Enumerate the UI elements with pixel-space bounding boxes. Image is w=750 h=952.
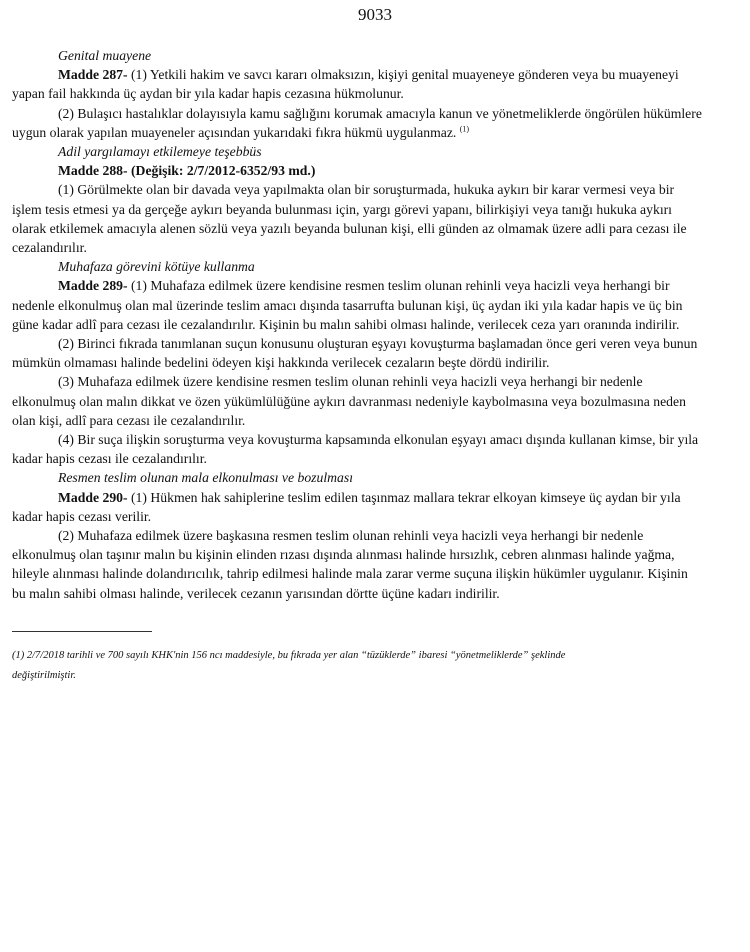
section-heading-muhafaza: Muhafaza görevini kötüye kullanma [58,259,255,275]
text-line: nedenle elkonulmuş olan mal üzerinde teslim amacı dışında tasarrufta bulunan kişi, üç aydan iki yıla kadar hapis ve üç bin [12,297,683,313]
footnote [12,646,747,686]
text-line: hileyle alınması halinde dolandırıcılık, tahrip edilmesi halinde mala zarar verme suçuna ilişkin hükümler uygulanır. Kişinin [12,566,688,582]
text-line: (1) Muhafaza edilmek üzere kendisine resmen teslim olunan rehinli veya hacizli veya herhangi bir [127,278,670,294]
text-line: işlem tesis etmesi ya da gerçeğe aykırı beyanda bulunması için, yargı görevi yapanı, bilirkişiyi veya tanığı hukuka aykırı [12,201,672,217]
madde-290-para-1 [12,488,750,507]
text-line: uygun olarak yapılan muayeneler açısından yukarıdaki fıkra hükmü uygulanmaz. [12,124,457,140]
footnote-reference: (1) [459,124,470,134]
madde-290-label: Madde 290- [58,489,128,505]
text-line: cezalandırılır. [12,240,87,256]
section-heading-adil: Adil yargılamayı etkilemeye teşebbüs [58,144,262,160]
text-line: elkonulmuş olan malın dikkat ve özen yükümlülüğüne aykırı davranması nedeniyle kaybolmasına veya bozulmasına neden [12,393,686,409]
text-line: (1) Görülmekte olan bir davada veya yapılmakta olan bir soruşturmada, hukuka aykırı bir karar vermesi veya bir [58,182,675,198]
section-heading-genital: Genital muayene [58,48,152,63]
text-line: güne kadar adlî para cezası ile cezalandırılır. Kişinin bu malın sahibi olması halinde, verilecek ceza yarı oranında indirilir. [12,316,680,332]
footnote-separator [12,631,152,632]
text-line: (2) Muhafaza edilmek üzere başkasına resmen teslim olunan rehinli veya hacizli veya herhangi bir nedenle [58,528,644,544]
footnote-line: değiştirilmiştir. [12,670,76,681]
madde-287-para-2-end [12,123,750,142]
madde-289-para-1 [12,276,750,295]
page-number: 9033 [358,5,392,24]
text-line: bu malın sahibi olması halinde, verilecek cezanın yarısından dörtte üçüne kadarı indirilir. [12,585,500,601]
text-line: olarak etkilemek amacıyla alenen sözlü veya yazılı beyanda bulunan kişi, elli günden az olmamak üzere adli para cezası ile [12,220,687,236]
law-text [12,46,750,603]
text-line: (1) Hükmen hak sahiplerine teslim edilen taşınmaz mallara tekrar elkoyan kimseye üç aydan bir yıla [127,489,681,505]
text-line: (3) Muhafaza edilmek üzere kendisine resmen teslim olunan rehinli veya hacizli veya herhangi bir nedenle [58,374,643,390]
text-line: (2) Birinci fıkrada tanımlanan suçun konusunu oluşturan eşyayı kovuşturma başlamadan önce geri veren veya bunun [58,336,698,352]
text-line: (4) Bir suça ilişkin soruşturma veya kovuşturma kapsamında elkonulan eşyayı amacı dışında kullanan kimse, bir yıla [58,432,699,448]
section-heading-resmen: Resmen teslim olunan mala elkonulması ve bozulması [58,470,354,486]
madde-289-label: Madde 289- [58,278,128,294]
text-line: mümkün olmaması halinde bedelini ödeyen kişi hakkında verilecek cezaların beşte dördü indirilir. [12,355,550,371]
footnote-line: (1) 2/7/2018 tarihli ve 700 sayılı KHK'nin 156 ncı maddesiyle, bu fıkrada yer alan “tüzüklerde” ibaresi “yönetmeliklerde” şeklinde [12,650,566,661]
madde-288-label: Madde 288- (Değişik: 2/7/2012-6352/93 md.) [58,163,316,179]
text-line: kadar hapis cezası verilir. [12,508,152,524]
text-line: yapan fail hakkında üç aydan bir yıla kadar hapis cezasına hükmolunur. [12,86,404,102]
text-line: (1) Yetkili hakim ve savcı kararı olmaksızın, kişiyi genital muayeneye gönderen veya bu muayeneyi [127,67,679,83]
text-line: olan kişi, adlî para cezası ile cezalandırılır. [12,412,246,428]
madde-287-para-1 [12,65,750,84]
madde-287-label: Madde 287- [58,67,128,83]
text-line: elkonulmuş olan taşınır malın bu kişinin elinden rızası dışında alınması halinde hırsızlık, cebren alınması halinde yağma, [12,547,675,563]
text-line: kadar hapis cezası ile cezalandırılır. [12,451,207,467]
madde-287-para-2 [12,104,750,123]
text-line: (2) Bulaşıcı hastalıklar dolayısıyla kamu sağlığını korumak amacıyla kanun ve yönetmeliklerde öngörülen hükümlere [58,105,702,121]
